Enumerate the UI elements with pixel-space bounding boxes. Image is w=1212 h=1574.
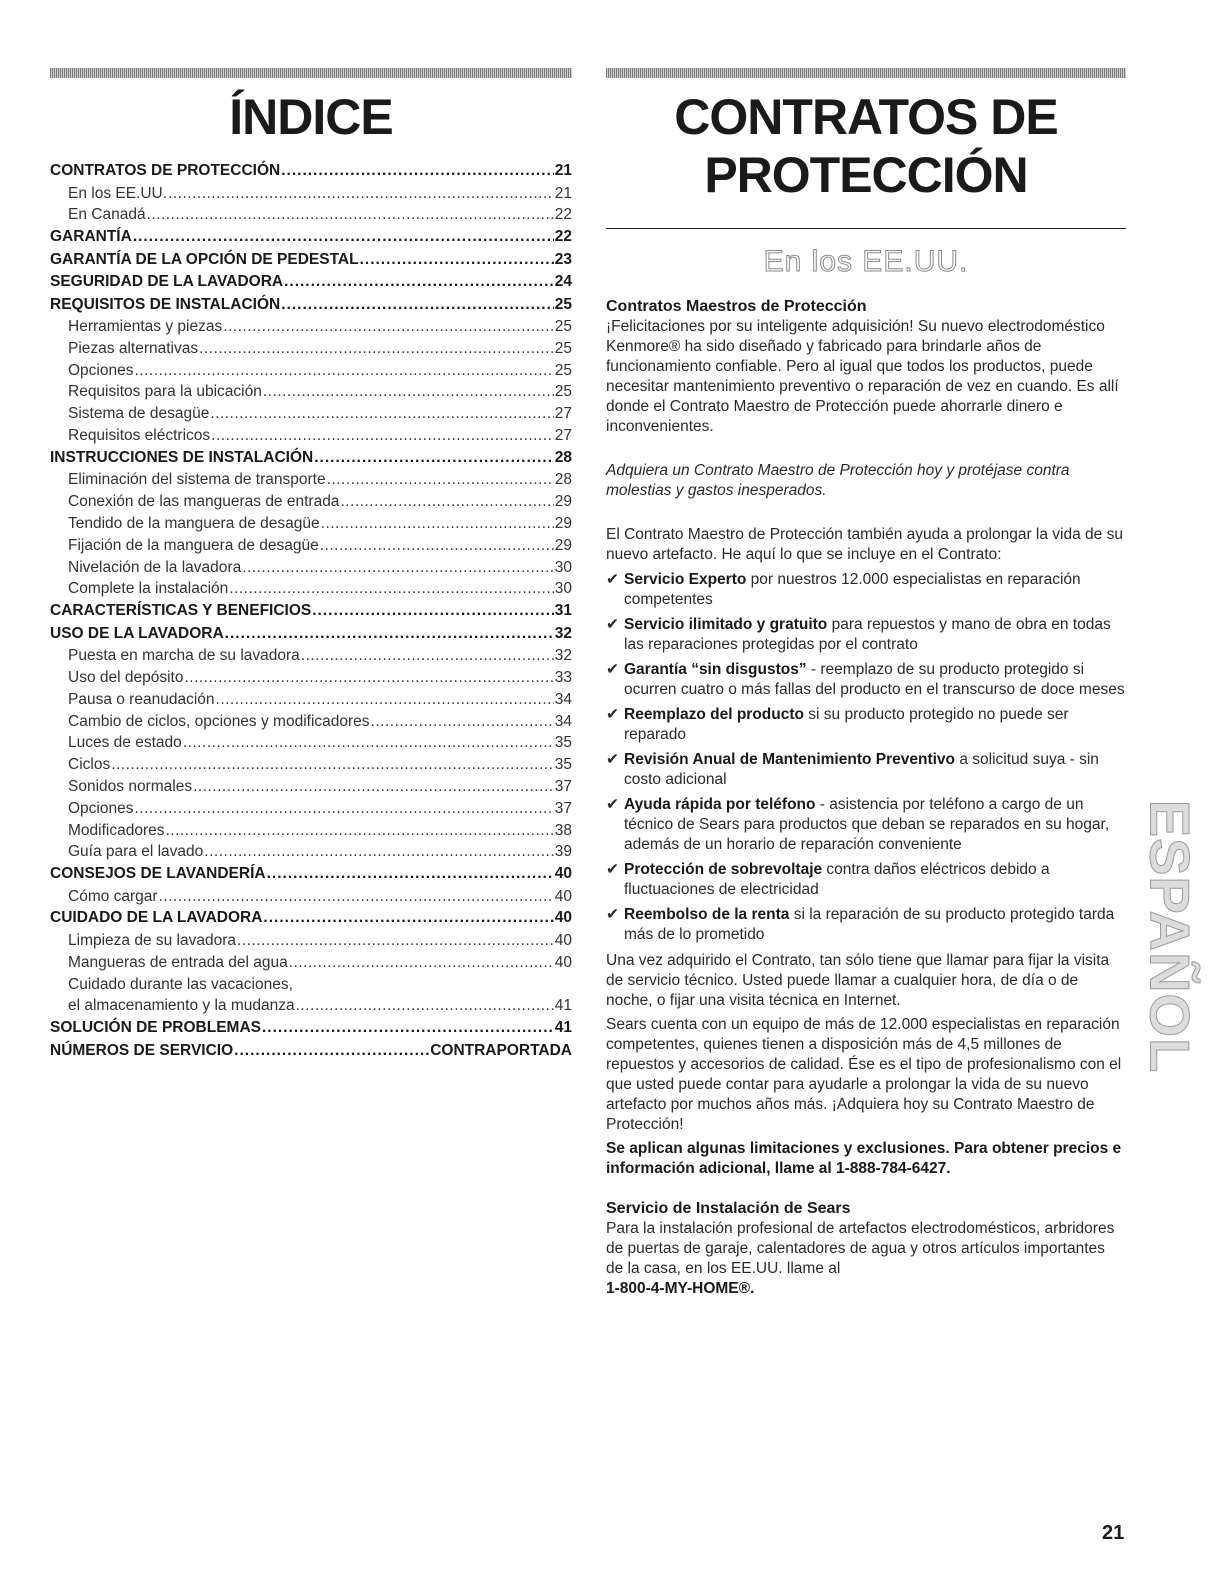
page-number: 21 <box>1102 1522 1125 1544</box>
toc-leader-dots <box>320 535 554 556</box>
benefit-item <box>606 615 1126 655</box>
toc-entry[interactable] <box>50 798 572 820</box>
benefit-item <box>606 860 1126 900</box>
toc-page-number: 24 <box>554 273 572 291</box>
toc-label: Mangueras de entrada del agua <box>68 953 288 971</box>
toc-leader-dots <box>237 930 554 951</box>
intro-paragraph: ¡Felicitaciones por su inteligente adquisición! Su nuevo electrodoméstico Kenmore® ha sido diseñado y fabricado para brindarle años de funcionamiento confiable. Pero al igual que todos los productos, puede necesitar mantenimiento preventivo o reparación de vez en cuando. Es allí donde el Contrato Maestro de Protección puede ahorrarle dinero e inconvenientes. <box>606 318 1119 435</box>
index-column <box>50 68 572 1062</box>
toc-label: Requisitos para la ubicación <box>68 383 262 401</box>
benefit-title: Revisión Anual de Mantenimiento Preventivo <box>624 751 956 768</box>
toc-page-number: 21 <box>554 162 572 179</box>
checkmark-icon: ✔ <box>606 571 619 588</box>
toc-page-number: 31 <box>554 602 572 620</box>
toc-leader-dots <box>312 600 554 622</box>
toc-page-number: 30 <box>554 580 572 598</box>
toc-page-number: 25 <box>554 318 572 336</box>
toc-entry[interactable] <box>50 732 572 754</box>
toc-entry[interactable] <box>50 360 572 382</box>
toc-label: Puesta en marcha de su lavadora <box>68 647 300 665</box>
toc-label: INSTRUCCIONES DE INSTALACIÓN <box>50 448 314 466</box>
benefit-text: si su producto protegido no puede ser reparado <box>624 706 1069 743</box>
toc-label: Ciclos <box>68 756 111 774</box>
toc-page-number: 30 <box>554 558 572 576</box>
toc-page-number: 29 <box>554 514 572 532</box>
also-paragraph: El Contrato Maestro de Protección también ayuda a prolongar la vida de su nuevo artefacto. He aquí lo que se incluye en el Contrato: <box>606 526 1123 563</box>
toc-entry[interactable] <box>50 995 572 1017</box>
toc-leader-dots <box>166 820 554 841</box>
checkmark-icon: ✔ <box>606 751 619 768</box>
toc-page-number: 40 <box>554 865 572 883</box>
toc-label: Luces de estado <box>68 734 182 752</box>
after-paragraph-2: Sears cuenta con un equipo de más de 12.000 especialistas en reparación competentes, quienes tienen a disposición más de 4,5 millones de repuestos y accesorios de calidad. Ése es el tipo de profesionalismo con el que usted puede contar para ayudarle a prolongar la vida de su nuevo artefacto por muchos años más. ¡Adquiera hoy su Contrato Maestro de Protección! <box>606 1016 1122 1133</box>
toc-section[interactable] <box>50 294 572 317</box>
toc-page-number: 25 <box>554 339 572 357</box>
toc-label: GARANTÍA DE LA OPCIÓN DE PEDESTAL <box>50 250 359 268</box>
toc-page-number: 34 <box>554 690 572 708</box>
toc-leader-dots <box>216 689 554 710</box>
toc-page-number: 34 <box>554 712 572 730</box>
toc-section[interactable] <box>50 907 572 930</box>
toc-label: CUIDADO DE LA LAVADORA <box>50 909 263 927</box>
table-of-contents <box>50 160 572 1062</box>
toc-entry[interactable] <box>50 535 572 557</box>
toc-leader-dots <box>234 1040 429 1062</box>
toc-page-number: 28 <box>554 471 572 489</box>
benefit-title: Servicio ilimitado y gratuito <box>624 616 828 633</box>
benefit-title: Reemplazo del producto <box>624 706 804 723</box>
toc-leader-dots <box>263 381 554 402</box>
toc-label: Complete la instalación <box>68 580 229 598</box>
toc-leader-dots <box>262 1017 554 1039</box>
toc-leader-dots <box>184 667 553 688</box>
side-tab-espanol <box>1138 799 1202 1073</box>
toc-label: Eliminación del sistema de transporte <box>68 471 326 489</box>
toc-entry[interactable] <box>50 204 572 226</box>
toc-page-number: 22 <box>554 206 572 224</box>
toc-section[interactable] <box>50 447 572 470</box>
toc-section[interactable] <box>50 623 572 646</box>
toc-entry[interactable] <box>50 667 572 689</box>
toc-page-number: 32 <box>554 647 572 665</box>
installation-paragraph <box>606 1219 1126 1299</box>
toc-label: NÚMEROS DE SERVICIO <box>50 1041 234 1059</box>
toc-entry[interactable] <box>50 578 572 600</box>
toc-label: SOLUCIÓN DE PROBLEMAS <box>50 1019 261 1037</box>
benefit-text: a solicitud suya - sin costo adicional <box>624 751 1099 788</box>
toc-leader-dots <box>134 360 553 381</box>
toc-leader-dots <box>229 578 553 599</box>
benefit-text: por nuestros 12.000 especialistas en reparación competentes <box>624 571 1081 608</box>
checkmark-icon: ✔ <box>606 861 619 878</box>
benefit-text: - asistencia por teléfono a cargo de un técnico de Sears para productos que deban se reparados en su hogar, además de un horario de reparación conveniente <box>624 796 1110 853</box>
toc-entry[interactable] <box>50 338 572 360</box>
toc-section[interactable] <box>50 1040 572 1063</box>
toc-label: USO DE LA LAVADORA <box>50 624 224 642</box>
benefit-text: si la reparación de su producto protegido tarda más de lo prometido <box>624 906 1115 943</box>
toc-entry[interactable] <box>50 469 572 491</box>
toc-page-number: 40 <box>554 909 572 927</box>
toc-leader-dots <box>199 338 554 359</box>
toc-leader-dots <box>327 469 554 490</box>
benefit-item <box>606 660 1126 700</box>
installation-heading: Servicio de Instalación de Sears <box>606 1200 851 1217</box>
toc-section[interactable] <box>50 271 572 294</box>
toc-label: SEGURIDAD DE LA LAVADORA <box>50 273 284 291</box>
benefit-title: Servicio Experto <box>624 571 747 588</box>
toc-entry[interactable] <box>50 183 572 205</box>
toc-label: En los EE.UU. <box>68 184 168 202</box>
toc-section[interactable] <box>50 1017 572 1040</box>
side-tab-label: ESPAÑOL <box>1138 799 1202 1073</box>
toc-page-number: 27 <box>554 427 572 445</box>
toc-leader-dots <box>289 952 554 973</box>
contracts-title <box>606 88 1126 204</box>
toc-section[interactable] <box>50 600 572 623</box>
toc-label: Fijación de la manguera de desagüe <box>68 536 319 554</box>
installation-text: Para la instalación profesional de artefactos electrodomésticos, arbridores de puertas de garaje, calentadores de agua y otros artículos importantes de la casa, en los EE.UU. llame al <box>606 1220 1115 1277</box>
benefit-text: para repuestos y mano de obra en todas las reparaciones protegidas por el contrato <box>624 616 1111 653</box>
toc-leader-dots <box>281 160 554 182</box>
toc-leader-dots <box>223 316 554 337</box>
toc-page-number: 35 <box>554 756 572 774</box>
toc-entry[interactable] <box>50 425 572 447</box>
benefit-text: - reemplazo de su producto protegido si ocurren cuatro o más fallas del producto en el transcurso de doce meses <box>624 661 1125 698</box>
toc-label: el almacenamiento y la mudanza <box>68 997 295 1015</box>
toc-label: GARANTÍA <box>50 228 132 246</box>
toc-entry <box>50 974 572 996</box>
contracts-column <box>606 68 1126 1299</box>
after-paragraph-1: Una vez adquirido el Contrato, tan sólo tiene que llamar para fijar la visita de servicio técnico. Usted puede llamar a cualquier hora, de día o de noche, o fijar una visita técnica en Internet. <box>606 952 1110 1009</box>
toc-leader-dots <box>193 776 554 797</box>
toc-entry[interactable] <box>50 886 572 908</box>
toc-entry[interactable] <box>50 952 572 974</box>
top-rule-left <box>50 68 572 78</box>
toc-label: Sistema de desagüe <box>68 405 210 423</box>
toc-leader-dots <box>301 645 554 666</box>
toc-leader-dots <box>314 447 554 469</box>
toc-section[interactable] <box>50 226 572 249</box>
index-title: ÍNDICE <box>229 89 393 145</box>
toc-page-number: 40 <box>554 931 572 949</box>
toc-page-number: 27 <box>554 405 572 423</box>
toc-page-number: 40 <box>554 887 572 905</box>
benefit-title: Protección de sobrevoltaje <box>624 861 823 878</box>
toc-page-number: 33 <box>554 668 572 686</box>
toc-entry[interactable] <box>50 491 572 513</box>
toc-leader-dots <box>111 754 554 775</box>
toc-label: Cómo cargar <box>68 887 158 905</box>
toc-section[interactable] <box>50 160 572 183</box>
toc-leader-dots <box>242 557 554 578</box>
toc-page-number: 37 <box>554 799 572 817</box>
region-heading: En los EE.UU. <box>763 245 969 278</box>
benefit-title: Reembolso de la renta <box>624 906 790 923</box>
toc-page-number: 37 <box>554 777 572 795</box>
benefit-item <box>606 705 1126 745</box>
toc-entry[interactable] <box>50 557 572 579</box>
toc-page-number: 25 <box>554 383 572 401</box>
toc-label: Tendido de la manguera de desagüe <box>68 514 320 532</box>
checkmark-icon: ✔ <box>606 906 619 923</box>
toc-label: CONTRATOS DE PROTECCIÓN <box>50 162 281 179</box>
toc-label: Limpieza de su lavadora <box>68 931 237 949</box>
checkmark-icon: ✔ <box>606 706 619 723</box>
toc-entry[interactable] <box>50 645 572 667</box>
toc-leader-dots <box>204 841 553 862</box>
master-contracts-heading: Contratos Maestros de Protección <box>606 298 867 315</box>
benefit-item <box>606 795 1126 855</box>
toc-page-number: 23 <box>554 250 572 268</box>
checkmark-icon: ✔ <box>606 796 619 813</box>
toc-page-number: 32 <box>554 624 572 642</box>
toc-leader-dots <box>211 425 554 446</box>
toc-entry[interactable] <box>50 403 572 425</box>
benefits-list <box>606 570 1126 945</box>
toc-page-number: 38 <box>554 821 572 839</box>
toc-leader-dots <box>183 732 554 753</box>
toc-leader-dots <box>210 403 553 424</box>
benefit-item <box>606 570 1126 610</box>
toc-page-number: 22 <box>554 228 572 246</box>
toc-label: CARACTERÍSTICAS Y BENEFICIOS <box>50 602 312 620</box>
toc-page-number: 29 <box>554 493 572 511</box>
toc-page-number: 40 <box>554 953 572 971</box>
toc-page-number: 29 <box>554 536 572 554</box>
toc-label: Conexión de las mangueras de entrada <box>68 493 340 511</box>
toc-leader-dots <box>284 271 554 293</box>
toc-label: Requisitos eléctricos <box>68 427 211 445</box>
toc-section[interactable] <box>50 863 572 886</box>
toc-page-number: 25 <box>554 361 572 379</box>
checkmark-icon: ✔ <box>606 661 619 678</box>
toc-label: Opciones <box>68 361 134 379</box>
toc-leader-dots <box>321 513 554 534</box>
toc-leader-dots <box>281 294 554 316</box>
toc-leader-dots <box>159 886 554 907</box>
toc-entry[interactable] <box>50 381 572 403</box>
italic-paragraph: Adquiera un Contrato Maestro de Protección hoy y protéjase contra molestias y gastos inesperados. <box>606 462 1070 499</box>
toc-leader-dots <box>263 907 553 929</box>
toc-page-number: 35 <box>554 734 572 752</box>
benefit-title: Garantía “sin disgustos” <box>624 661 807 678</box>
toc-label: En Canadá <box>68 206 146 224</box>
contracts-title-line1: CONTRATOS DE <box>674 89 1058 145</box>
toc-page-number: 25 <box>554 295 572 313</box>
toc-entry[interactable] <box>50 841 572 863</box>
toc-section[interactable] <box>50 249 572 272</box>
benefit-title: Ayuda rápida por teléfono <box>624 796 816 813</box>
toc-leader-dots <box>168 183 554 204</box>
toc-entry[interactable] <box>50 711 572 733</box>
toc-leader-dots <box>340 491 553 512</box>
toc-leader-dots <box>133 226 554 248</box>
toc-entry[interactable] <box>50 316 572 338</box>
toc-label: Nivelación de la lavadora <box>68 558 242 576</box>
toc-label: Opciones <box>68 799 134 817</box>
toc-label: Modificadores <box>68 821 165 839</box>
toc-page-number: 21 <box>554 184 572 202</box>
toc-page-number: 39 <box>554 843 572 861</box>
toc-leader-dots <box>360 249 554 271</box>
toc-label: Guía para el lavado <box>68 843 204 861</box>
toc-label: Sonidos normales <box>68 777 193 795</box>
contracts-title-line2: PROTECCIÓN <box>704 147 1028 203</box>
toc-label: Cambio de ciclos, opciones y modificadores <box>68 712 370 730</box>
toc-leader-dots <box>147 204 554 225</box>
toc-entry[interactable] <box>50 930 572 952</box>
toc-entry[interactable] <box>50 513 572 535</box>
toc-leader-dots <box>296 995 554 1016</box>
toc-page-number: 41 <box>554 997 572 1015</box>
top-rule-right <box>606 68 1126 78</box>
toc-label: Piezas alternativas <box>68 339 199 357</box>
installation-phone: 1-800-4-MY-HOME®. <box>606 1280 755 1297</box>
toc-label: Uso del depósito <box>68 668 184 686</box>
benefit-text: contra daños eléctricos debido a fluctuaciones de electricidad <box>624 861 1050 898</box>
toc-entry-label: Cuidado durante las vacaciones, <box>68 975 293 993</box>
toc-entry[interactable] <box>50 754 572 776</box>
toc-label: Herramientas y piezas <box>68 318 223 336</box>
toc-page-number: CONTRAPORTADA <box>430 1041 572 1059</box>
toc-leader-dots <box>225 623 554 645</box>
toc-leader-dots <box>371 711 554 732</box>
toc-label: Pausa o reanudación <box>68 690 215 708</box>
toc-entry[interactable] <box>50 776 572 798</box>
toc-leader-dots <box>267 863 554 885</box>
toc-page-number: 28 <box>554 448 572 466</box>
toc-label: CONSEJOS DE LAVANDERÍA <box>50 865 266 883</box>
toc-page-number: 41 <box>554 1019 572 1037</box>
checkmark-icon: ✔ <box>606 616 619 633</box>
toc-entry[interactable] <box>50 689 572 711</box>
toc-entry[interactable] <box>50 820 572 842</box>
limits-paragraph: Se aplican algunas limitaciones y exclusiones. Para obtener precios e información adicional, llame al 1-888-784-6427. <box>606 1140 1122 1177</box>
section-divider <box>606 228 1126 229</box>
toc-label: REQUISITOS DE INSTALACIÓN <box>50 295 281 313</box>
benefit-item <box>606 905 1126 945</box>
toc-leader-dots <box>134 798 553 819</box>
benefit-item <box>606 750 1126 790</box>
